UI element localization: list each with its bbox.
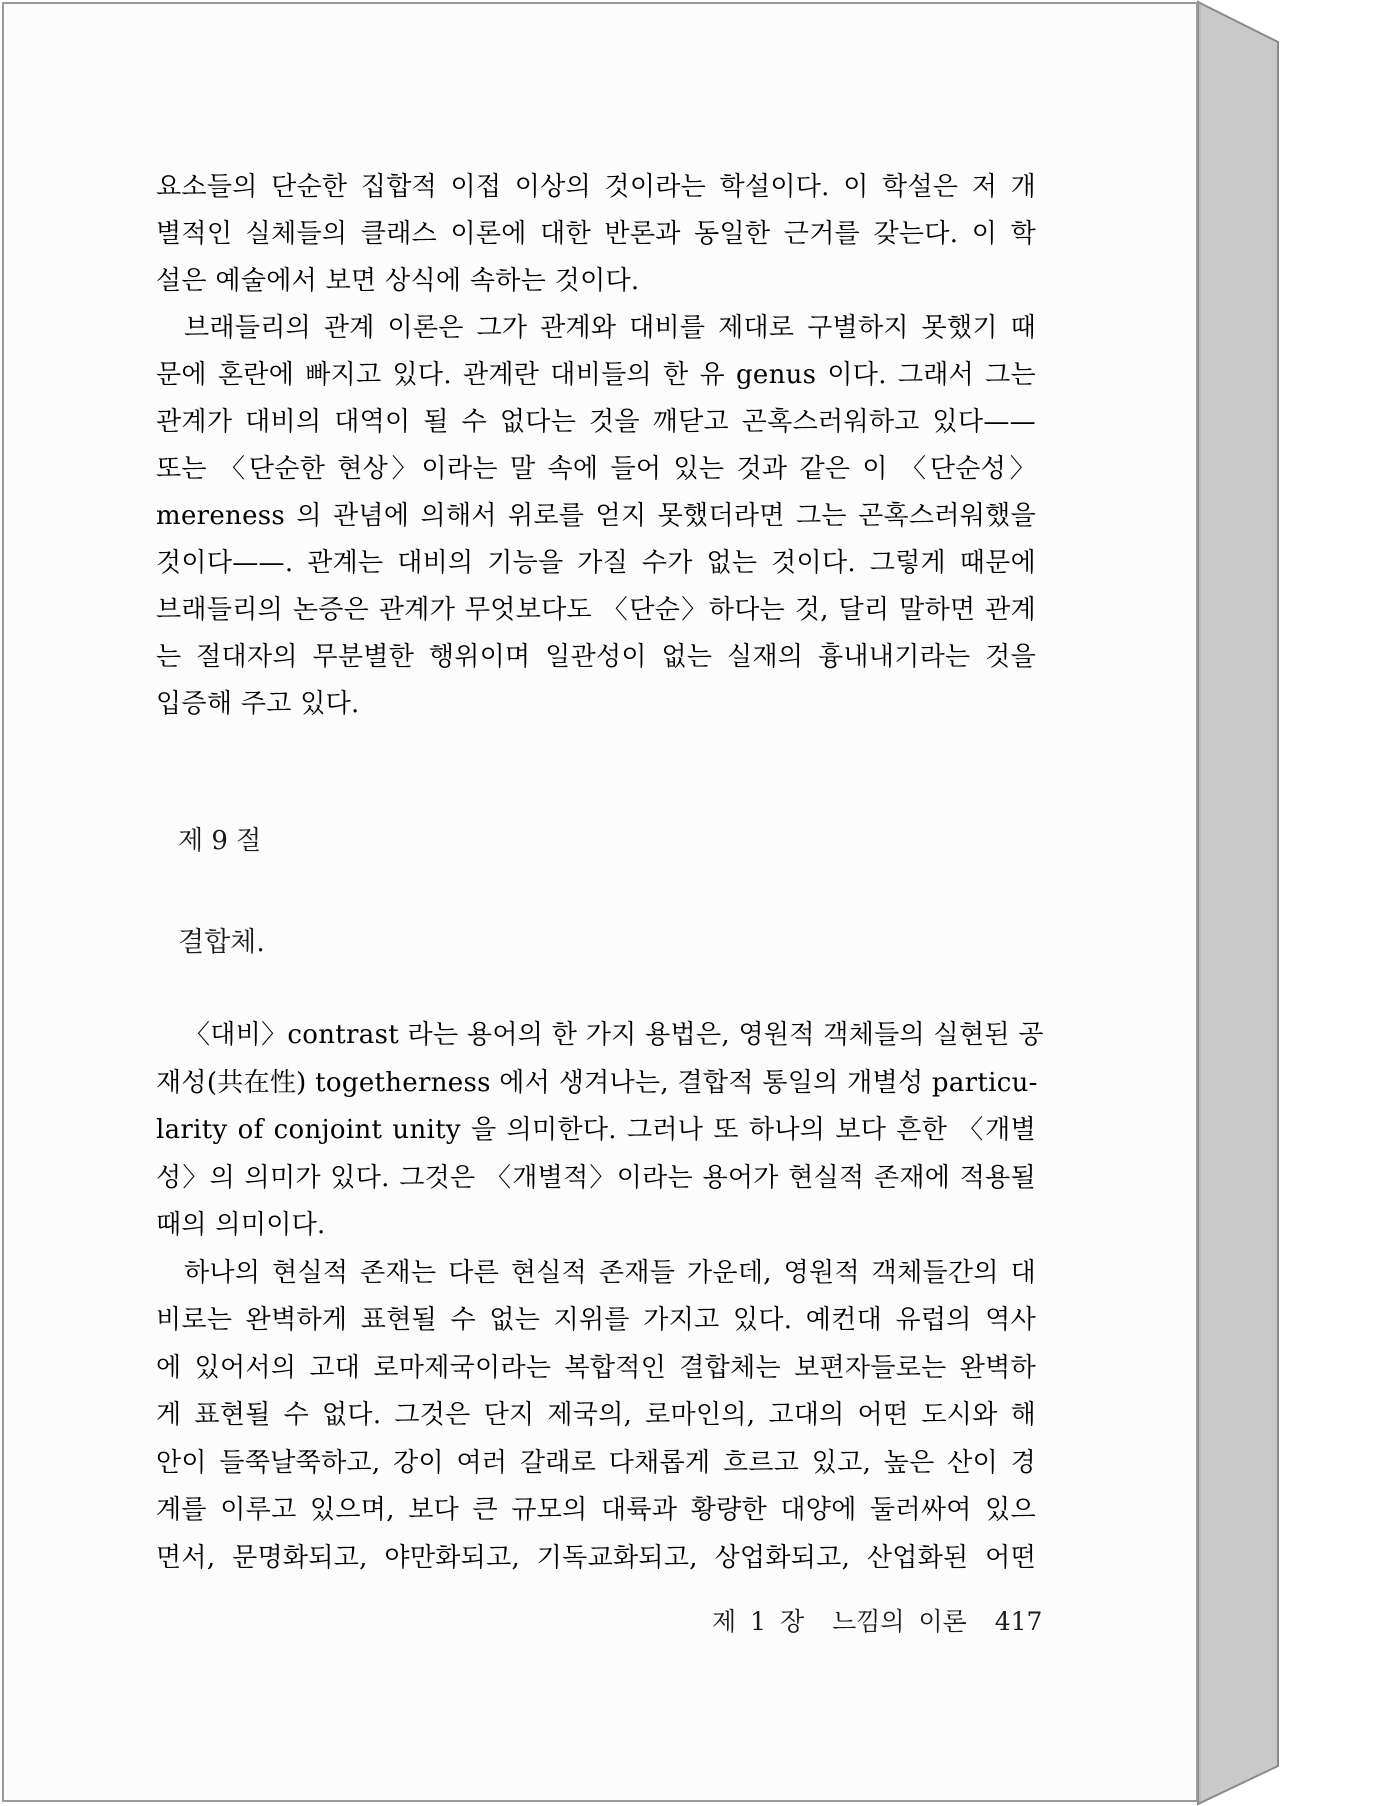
text-line: 성〉의 의미가 있다. 그것은 〈개별적〉이라는 용어가 현실적 존재에 적용될 [156,1162,1036,1193]
text-line: 입증해 주고 있다. [156,689,360,719]
text-line: 계를 이루고 있으며, 보다 큰 규모의 대륙과 황량한 대양에 둘러싸여 있으 [156,1495,1036,1525]
footer-chapter: 제 1 장 [712,1607,805,1636]
text-line: 는 절대자의 무분별한 행위이며 일관성이 없는 실재의 흉내내기라는 것을 [156,642,1036,672]
text-line: 관계가 대비의 대역이 될 수 없다는 것을 깨닫고 곤혹스러워하고 있다—— [156,407,1036,437]
text-line: 게 표현될 수 없다. 그것은 단지 제국의, 로마인의, 고대의 어떤 도시와 해 [156,1400,1036,1430]
text-line: 〈대비〉contrast 라는 용어의 한 가지 용법은, 영원적 객체들의 실현된 공 [184,1020,1044,1050]
paragraph-block-bottom [156,1012,1044,1582]
text-line: 하나의 현실적 존재는 다른 현실적 존재들 가운데, 영원적 객체들간의 대 [184,1257,1036,1288]
text-line: 브래들리의 관계 이론은 그가 관계와 대비를 제대로 구별하지 못했기 때 [184,313,1036,343]
text-line: 또는 〈단순한 현상〉이라는 말 속에 들어 있는 것과 같은 이 〈단순성〉 [156,454,1036,484]
text-line: 것이다——. 관계는 대비의 기능을 가질 수가 없는 것이다. 그렇게 때문에 [156,548,1036,578]
text-line: 설은 예술에서 보면 상식에 속하는 것이다. [156,266,640,296]
text-line: 재성(共在性) togetherness 에서 생겨나는, 결합적 통일의 개별성 particu- [156,1067,1038,1098]
text-line: 비로는 완벽하게 표현될 수 없는 지위를 가지고 있다. 예컨대 유럽의 역사 [156,1305,1036,1335]
text-line: 문에 혼란에 빠지고 있다. 관계란 대비들의 한 유 genus 이다. 그래서 그는 [156,360,1036,390]
text-line: 별적인 실체들의 클래스 이론에 대한 반론과 동일한 근거를 갖는다. 이 학 [156,219,1036,249]
page-footer [712,1602,1056,1638]
text-line: larity of conjoint unity 을 의미한다. 그러나 또 하나의 보다 흔한 〈개별 [156,1115,1036,1145]
footer-chapter-title: 느낌의 이론 [832,1607,967,1636]
text-line: 브래들리의 논증은 관계가 무엇보다도 〈단순〉하다는 것, 달리 말하면 관계 [156,595,1036,625]
text-line: 면서, 문명화되고, 야만화되고, 기독교화되고, 상업화되고, 산업화된 어떤 [156,1542,1036,1573]
paragraph-block-top [156,164,1036,728]
text-line: 안이 들쭉날쭉하고, 강이 여러 갈래로 다채롭게 흐르고 있고, 높은 산이 경 [156,1447,1036,1478]
section-number: 제 9 절 [178,826,262,856]
section-title: 결합체. [178,927,265,958]
text-line: 에 있어서의 고대 로마제국이라는 복합적인 결합체는 보편자들로는 완벽하 [156,1352,1036,1383]
text-line: 때의 의미이다. [156,1210,326,1240]
page-number: 417 [994,1607,1043,1636]
text-line: mereness 의 관념에 의해서 위로를 얻지 못했더라면 그는 곤혹스러워했을 [156,501,1036,531]
text-line: 요소들의 단순한 집합적 이접 이상의 것이라는 학설이다. 이 학설은 저 개 [156,172,1036,202]
